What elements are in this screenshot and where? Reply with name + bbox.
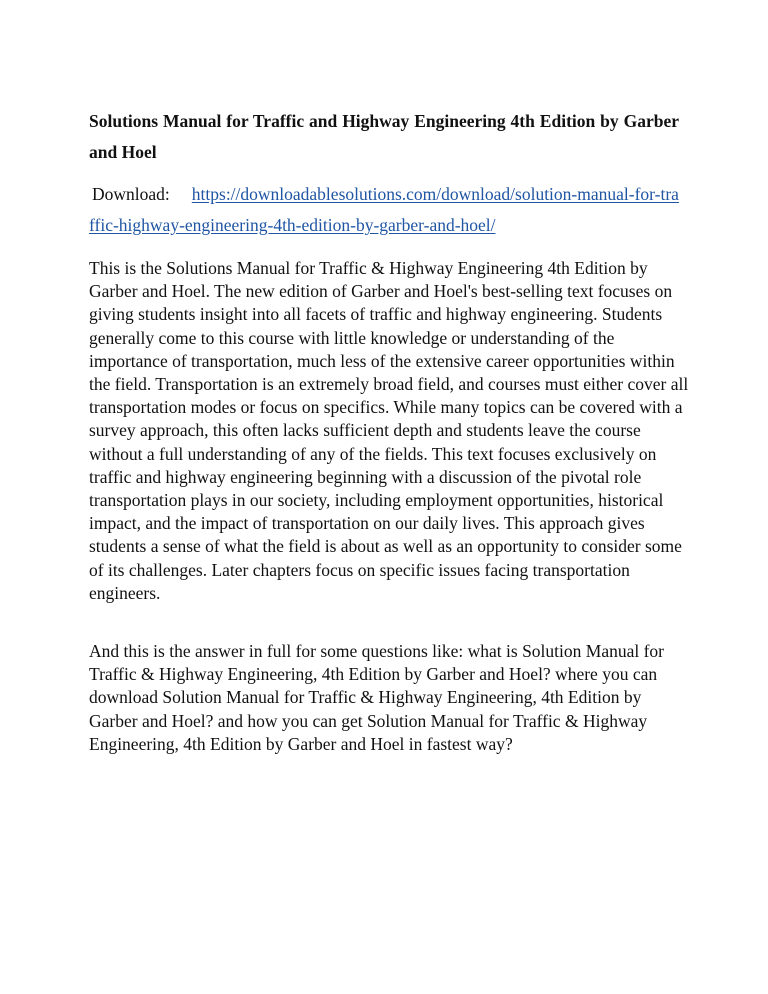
description-paragraph: This is the Solutions Manual for Traffic & Highway Engineering 4th Edition by Garber and Hoel. The new edition of Garber and Hoel's best-selling text focuses on giving students insight into all facets of traffic and highway engineering. Students generally come to this course with little knowledge or understanding of the importance of transportation, much less of the extensive career opportunities within the field. Transportation is an extremely broad field, and courses must either cover all transportation modes or focus on specifics. While many topics can be covered with a survey approach, this often lacks sufficient depth and students leave the course without a full understanding of any of the fields. This text focuses exclusively on traffic and highway engineering beginning with a discussion of the pivotal role transportation plays in our society, including employment opportunities, historical impact, and the impact of transportation on our daily lives. This approach gives students a sense of what the field is about as well as an opportunity to consider some of its challenges. Later chapters focus on specific issues facing transportation engineers.: [89, 258, 689, 603]
download-line: [89, 179, 679, 241]
download-link[interactable]: https://downloadablesolutions.com/download/solution-manual-for-traffic-highway-engineering-4th-edition-by-garber-and-hoel/: [89, 184, 679, 235]
download-label: Download:: [92, 184, 170, 204]
faq-paragraph: And this is the answer in full for some questions like: what is Solution Manual for Traffic & Highway Engineering, 4th Edition by Garber and Hoel? where you can download Solution Manual for Traffic & Highway Engineering, 4th Edition by Garber and Hoel? and how you can get Solution Manual for Traffic & Highway Engineering, 4th Edition by Garber and Hoel in fastest way?: [89, 641, 665, 754]
document-title: Solutions Manual for Traffic and Highway Engineering 4th Edition by Garber and Hoel: [89, 111, 679, 162]
